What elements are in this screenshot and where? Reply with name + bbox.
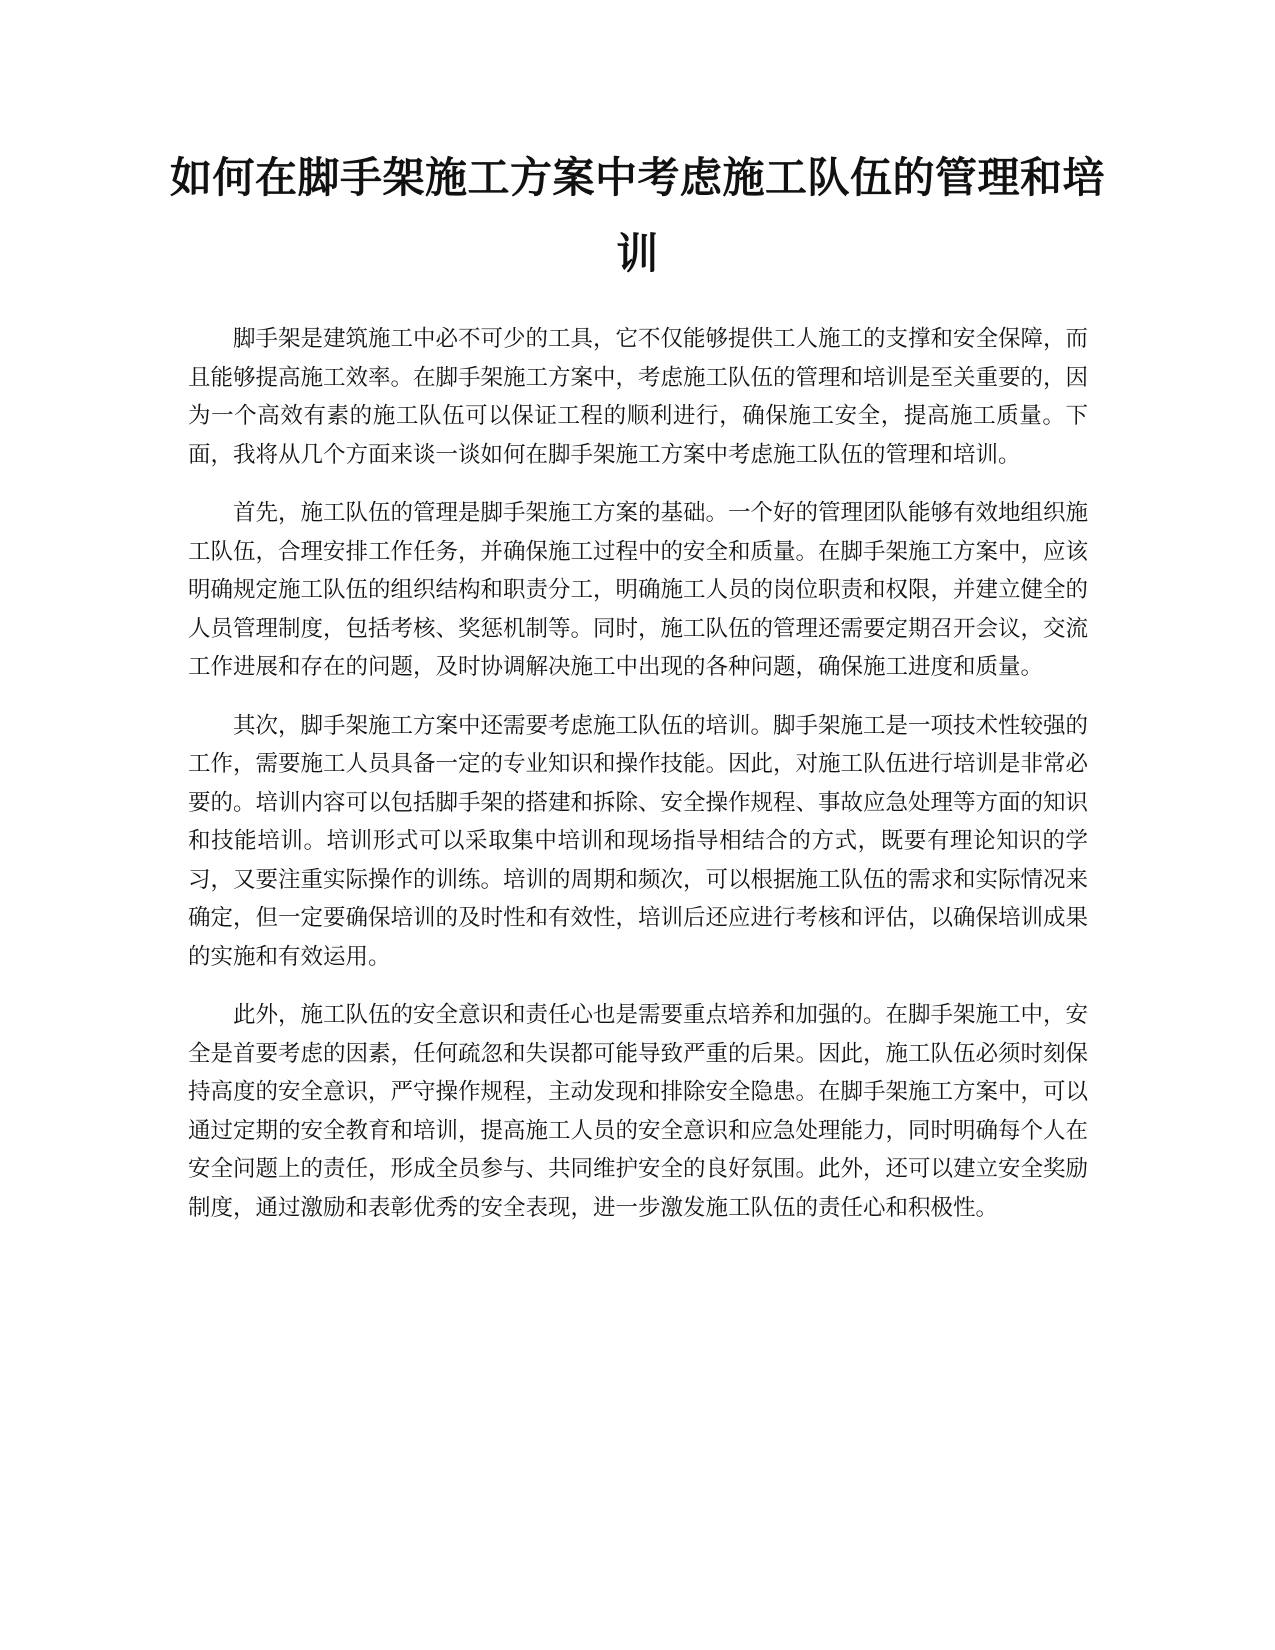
- paragraph-training: 其次，脚手架施工方案中还需要考虑施工队伍的培训。脚手架施工是一项技术性较强的工作，需要施工人员具备一定的专业知识和操作技能。因此，对施工队伍进行培训是非常必要的。培训内容可以包括脚手架的搭建和拆除、安全操作规程、事故应急处理等方面的知识和技能培训。培训形式可以采取集中培训和现场指导相结合的方式，既要有理论知识的学习，又要注重实际操作的训练。培训的周期和频次，可以根据施工队伍的需求和实际情况来确定，但一定要确保培训的及时性和有效性，培训后还应进行考核和评估，以确保培训成果的实施和有效运用。: [188, 712, 1089, 970]
- document-title: 如何在脚手架施工方案中考虑施工队伍的管理和培训: [170, 153, 1106, 278]
- paragraph-intro: 脚手架是建筑施工中必不可少的工具，它不仅能够提供工人施工的支撑和安全保障，而且能够提高施工效率。在脚手架施工方案中，考虑施工队伍的管理和培训是至关重要的，因为一个高效有素的施工队伍可以保证工程的顺利进行，确保施工安全，提高施工质量。下面，我将从几个方面来谈一谈如何在脚手架施工方案中考虑施工队伍的管理和培训。: [188, 326, 1089, 468]
- paragraph-management: 首先，施工队伍的管理是脚手架施工方案的基础。一个好的管理团队能够有效地组织施工队伍，合理安排工作任务，并确保施工过程中的安全和质量。在脚手架施工方案中，应该明确规定施工队伍的组织结构和职责分工，明确施工人员的岗位职责和权限，并建立健全的人员管理制度，包括考核、奖惩机制等。同时，施工队伍的管理还需要定期召开会议，交流工作进展和存在的问题，及时协调解决施工中出现的各种问题，确保施工进度和质量。: [188, 500, 1089, 680]
- paragraph-safety: 此外，施工队伍的安全意识和责任心也是需要重点培养和加强的。在脚手架施工中，安全是首要考虑的因素，任何疏忽和失误都可能导致严重的后果。因此，施工队伍必须时刻保持高度的安全意识，严守操作规程，主动发现和排除安全隐患。在脚手架施工方案中，可以通过定期的安全教育和培训，提高施工人员的安全意识和应急处理能力，同时明确每个人在安全问题上的责任，形成全员参与、共同维护安全的良好氛围。此外，还可以建立安全奖励制度，通过激励和表彰优秀的安全表现，进一步激发施工队伍的责任心和积极性。: [188, 1002, 1089, 1221]
- document-body: [188, 320, 1088, 1247]
